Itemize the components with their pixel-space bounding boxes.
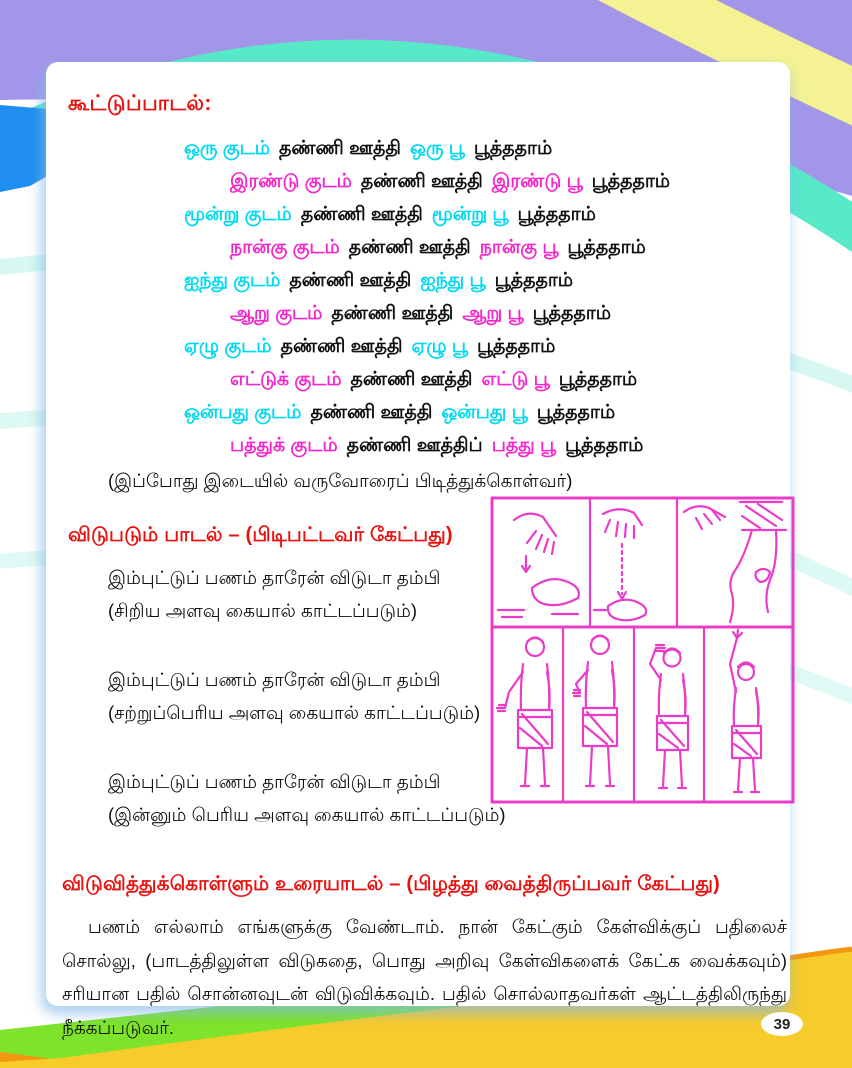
stanza-note: (இன்னும் பெரிய அளவு கையால் காட்டப்படும்) (108, 804, 506, 825)
section1-heading: விடுபடும் பாடல் – (பிடிபட்டவர் கேட்பது) (68, 524, 453, 546)
song-text: தண்ணி ஊத்தி (280, 336, 403, 357)
stanza-line: இம்புட்டுப் பணம் தாரேன் விடுடா தம்பி (108, 669, 441, 690)
instructions-paragraph: பணம் எல்லாம் எங்களுக்கு வேண்டாம். நான் கேட்கும் கேள்விக்குப் பதிலைச் சொல்லு, (பாடத்திலுள்ள விடுகதை, பொது அறிவு கேள்விகளைக் கேட்க வைக்கவும்) சரியான பதில் சொன்னவுடன் விடுவிக்கவும். பதில் சொல்லாதவர்கள் ஆட்டத்திலிருந்து நீக்கப்படுவர். (62, 916, 787, 1038)
stanza (108, 561, 488, 627)
song-stage-direction: (இப்போது இடையில் வருவோரைப் பிடித்துக்கொள்வர்) (108, 470, 573, 491)
song-number-phrase: ஒரு பூ (409, 138, 465, 159)
song-text: பூத்ததாம் (567, 237, 646, 258)
song-number-phrase: பத்து பூ (491, 435, 557, 456)
song-line (230, 297, 790, 330)
song-text: பூத்ததாம் (532, 303, 612, 324)
song-block (46, 132, 790, 462)
song-number-phrase: ஆறு குடம் (230, 303, 323, 324)
stanza-note: (சிறிய அளவு கையால் காட்டப்படும்) (108, 600, 418, 621)
song-line (184, 132, 790, 165)
panel-hand-knee-height (684, 502, 786, 622)
song-number-phrase: ஏழு பூ (411, 336, 468, 357)
song-line (230, 231, 790, 264)
song-number-phrase: ஐந்து பூ (420, 270, 486, 291)
song-number-phrase: ஆறு பூ (462, 303, 524, 324)
song-text: தண்ணி ஊத்திப் (346, 435, 483, 456)
panel-boy-hand-waist (497, 638, 552, 787)
stanza-line: இம்புட்டுப் பணம் தாரேன் விடுடா தம்பி (108, 567, 441, 588)
song-line (184, 330, 790, 363)
song-text: பூத்ததாம் (591, 171, 671, 192)
song-number-phrase: மூன்று பூ (431, 204, 509, 225)
song-number-phrase: பத்துக் குடம் (230, 435, 338, 456)
song-line (184, 264, 790, 297)
panel-hand-dotted-line (594, 509, 646, 620)
song-number-phrase: எட்டுக் குடம் (230, 369, 342, 390)
song-text: பூத்ததாம் (517, 204, 596, 225)
song-text: தண்ணி ஊத்தி (348, 237, 471, 258)
song-text: தண்ணி ஊத்தி (331, 303, 454, 324)
stanza (108, 663, 488, 729)
song-text: பூத்ததாம் (473, 138, 553, 159)
panel-hand-above-foot (498, 514, 579, 617)
song-text: பூத்ததாம் (494, 270, 574, 291)
song-number-phrase: நான்கு குடம் (230, 237, 340, 258)
song-number-phrase: நான்கு பூ (479, 237, 559, 258)
page-title: கூட்டுப்பாடல்: (68, 92, 212, 115)
panel-boy-hand-chest (573, 636, 617, 787)
song-text: பூத்ததாம் (558, 369, 638, 390)
song-text: பூத்ததாம் (476, 336, 556, 357)
song-number-phrase: மூன்று குடம் (184, 204, 292, 225)
song-line (230, 363, 790, 396)
song-text: பூத்ததாம் (536, 402, 616, 423)
song-line (184, 396, 790, 429)
song-number-phrase: இரண்டு குடம் (230, 171, 352, 192)
song-number-phrase: ஐந்து குடம் (184, 270, 281, 291)
stanza-note: (சற்றுப்பெரிய அளவு கையால் காட்டப்படும்) (108, 702, 481, 723)
song-text: தண்ணி ஊத்தி (360, 171, 483, 192)
page-number-badge (761, 1012, 803, 1036)
page-number: 39 (773, 1015, 791, 1033)
section2-heading: விடுவித்துக்கொள்ளும் உரையாடல் – (பிழத்து வைத்திருப்பவர் கேட்பது) (62, 873, 721, 895)
song-text: தண்ணி ஊத்தி (279, 138, 401, 159)
panel-boy-arm-raised (730, 630, 761, 792)
stanza (108, 765, 506, 831)
song-number-phrase: ஏழு குடம் (184, 336, 272, 357)
song-text: தண்ணி ஊத்தி (350, 369, 473, 390)
song-number-phrase: ஒன்பது குடம் (184, 402, 302, 423)
stanza-line: இம்புட்டுப் பணம் தாரேன் விடுடா தம்பி (108, 771, 441, 792)
song-text: தண்ணி ஊத்தி (289, 270, 412, 291)
song-line (184, 198, 790, 231)
song-number-phrase: ஒன்பது பூ (441, 402, 528, 423)
height-gestures-illustration (490, 496, 795, 804)
song-line (230, 165, 790, 198)
song-text: தண்ணி ஊத்தி (310, 402, 433, 423)
song-text: பூத்ததாம் (565, 435, 644, 456)
panel-boy-hand-head (650, 645, 688, 788)
song-number-phrase: எட்டு பூ (481, 369, 550, 390)
song-number-phrase: இரண்டு பூ (491, 171, 583, 192)
song-number-phrase: ஒரு குடம் (184, 138, 270, 159)
song-text: தண்ணி ஊத்தி (300, 204, 423, 225)
song-line (230, 429, 790, 462)
